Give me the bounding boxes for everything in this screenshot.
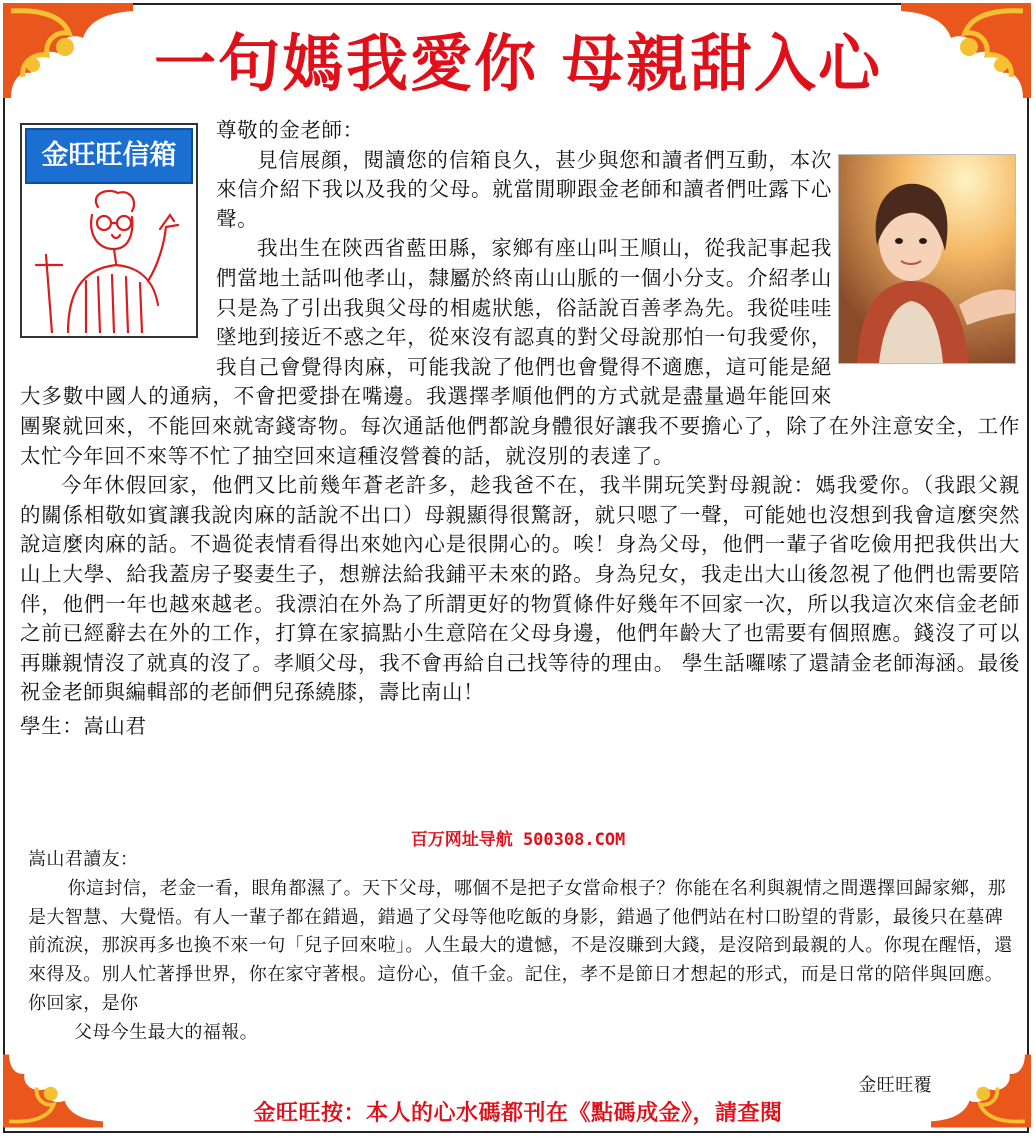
letter-salutation: 尊敬的金老師：	[216, 118, 364, 142]
reply-tail: 父母今生最大的福報。	[74, 1021, 258, 1043]
letter-paragraph: 今年休假回家，他們又比前幾年蒼老許多，趁我爸不在，我半開玩笑對母親說：媽我愛你。（我跟父親的關係相敬如賓讓我說肉麻的話說不出口）母親顯得很驚訝，就只嗯了一聲，可能她也沒想到我會這麼突然說這麼肉麻的話。不過從表情看得出來她內心是很開心的。唉！身為父母，他們一輩子省吃儉用把我供出大山上大學、給我蓋房子娶妻生子，想辦法給我鋪平未來的路。身為兒女，我走出大山後忽視了他們也需要陪伴，他們一年也越來越老。我漂泊在外為了所謂更好的物質條件好幾年不回家一次，所以我這次來信金老師之前已經辭去在外的工作，打算在家搞點小生意陪在父母身邊，他們年齡大了也需要有個照應。錢沒了可以再賺親情沒了就真的沒了。孝順父母，我不會再給自己找等待的理由。 學生話囉嗦了還請金老師海涵。最後祝金老師與編輯部的老師們兒孫繞膝，壽比南山！	[20, 473, 1020, 705]
letter-section	[20, 116, 1020, 741]
page-title	[0, 14, 1036, 103]
reply-section	[28, 846, 1018, 1096]
reply-salutation: 嵩山君讀友：	[28, 849, 139, 870]
footer-note: 金旺旺按：本人的心水碼都刊在《點碼成金》，請查閱	[253, 1101, 783, 1126]
reply-body: 你這封信，老金一看，眼角都濕了。天下父母，哪個不是把子女當命根子？你能在名利與親情之間選擇回歸家鄉，那是大智慧、大覺悟。有人一輩子都在錯過，錯過了父母等他吃飯的身影，錯過了他們站在村口盼望的背影，最後只在墓碑前流淚，那淚再多也換不來一句「兒子回來啦」。人生最大的遺憾，不是沒賺到大錢，是沒陪到最親的人。你現在醒悟，還來得及。別人忙著掙世界，你在家守著根。這份心，值千金。記住，孝不是節日才想起的形式，而是日常的陪伴與回應。你回家，是你	[28, 877, 1013, 1014]
title-part-2: 母親甜入心	[562, 27, 883, 100]
letter-paragraph: 見信展顔，閱讀您的信箱良久，甚少與您和讀者們互動，本次來信介紹下我以及我的父母。就當閒聊跟金老師和讀者們吐露下心聲。	[216, 147, 832, 231]
title-part-1: 一句媽我愛你	[153, 27, 538, 100]
column-badge-label: 金旺旺信箱	[25, 128, 193, 184]
reply-signature: 金旺旺覆	[858, 1075, 932, 1096]
watermark-text: 百万网址导航 500308.COM	[410, 830, 626, 850]
letter-paragraph: 我出生在陝西省藍田縣，家鄉有座山叫王順山，從我記事起我們當地土話叫他孝山，隸屬於終南山山脈的一個小分支。介紹孝山只是為了引出我與父母的相處狀態，俗話說百善孝為先。我從哇哇墜地到接近不惑之年，從來沒有認真的對父母說那怕一句我愛你，我自己會覺得肉麻，可能我說了他們也會覺得不適應，這可能是絕大多數中國人的通病，不會把愛掛在嘴邊。我選擇孝順他們的方式就是盡量過年能回來團聚就回來，不能回來就寄錢寄物。每次通話他們都說身體很好讓我不要擔心了，除了在外注意安全，工作太忙今年回不來等不忙了抽空回來這種沒營養的話，就沒別的表達了。	[20, 236, 1020, 468]
letter-signature: 學生：嵩山君	[20, 713, 147, 738]
